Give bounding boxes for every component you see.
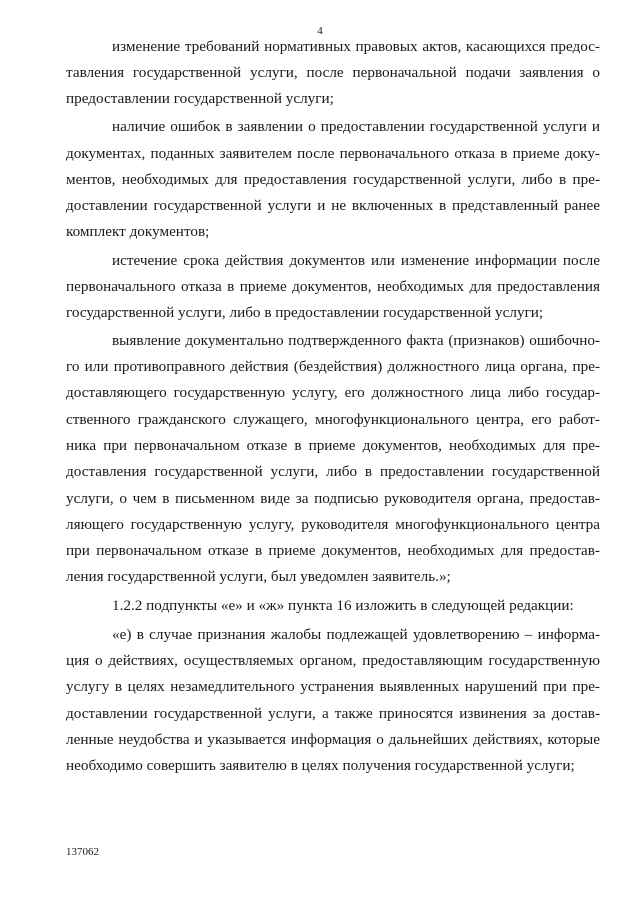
- text-line: выявление документально подтвержденного факта (признаков) ошибочно-: [112, 332, 600, 349]
- text-line: доставляющего государственную услугу, его должностного лица либо государ-: [66, 384, 600, 401]
- text-line: государственной услуги, либо в предоставлении государственной услуги;: [66, 304, 544, 321]
- text-line: необходимо совершить заявителю в целях получения государственной услуги;: [66, 757, 575, 774]
- page-number: 4: [317, 25, 323, 37]
- text-line: 1.2.2 подпункты «е» и «ж» пункта 16 изложить в следующей редакции:: [112, 597, 574, 614]
- text-line: услугу в целях незамедлительного устранения выявленных нарушений при пре-: [66, 678, 600, 695]
- text-line: ственного гражданского служащего, многофункционального центра, его работ-: [66, 411, 600, 428]
- text-line: го или противоправного действия (бездействия) должностного лица органа, пре-: [66, 358, 600, 375]
- text-line: комплект документов;: [66, 223, 210, 240]
- text-line: предоставлении государственной услуги;: [66, 90, 334, 107]
- text-line: услуги, о чем в письменном виде за подписью руководителя органа, предостав-: [66, 490, 600, 507]
- text-line: ция о действиях, осуществляемых органом, предоставляющим государственную: [66, 652, 600, 669]
- text-line: документах, поданных заявителем после первоначального отказа в приеме доку-: [66, 145, 600, 162]
- document-code: 137062: [66, 846, 99, 858]
- text-line: доставлении государственной услуги и не включенных в представленный ранее: [66, 197, 600, 214]
- text-line: при первоначальном отказе в приеме документов, необходимых для предостав-: [66, 542, 600, 559]
- text-line: первоначального отказа в приеме документов, необходимых для предоставления: [66, 278, 600, 295]
- text-line: ментов, необходимых для предоставления государственной услуги, либо в пре-: [66, 171, 600, 188]
- text-line: доставления государственной услуги, либо в предоставлении государственной: [66, 463, 600, 480]
- text-line: ления государственной услуги, был уведомлен заявитель.»;: [66, 568, 451, 585]
- text-line: наличие ошибок в заявлении о предоставлении государственной услуги и: [112, 118, 600, 135]
- text-line: доставлении государственной услуги, а также приносятся извинения за достав-: [66, 705, 600, 722]
- text-line: изменение требований нормативных правовых актов, касающихся предос-: [112, 38, 600, 55]
- text-line: «е) в случае признания жалобы подлежащей удовлетворению – информа-: [112, 626, 600, 643]
- text-line: ленные неудобства и указывается информация о дальнейших действиях, которые: [66, 731, 600, 748]
- text-line: истечение срока действия документов или изменение информации после: [112, 252, 600, 269]
- text-line: ляющего государственную услугу, руководителя многофункционального центра: [66, 516, 600, 533]
- text-line: ника при первоначальном отказе в приеме документов, необходимых для пре-: [66, 437, 600, 454]
- text-line: тавления государственной услуги, после первоначальной подачи заявления о: [66, 64, 600, 81]
